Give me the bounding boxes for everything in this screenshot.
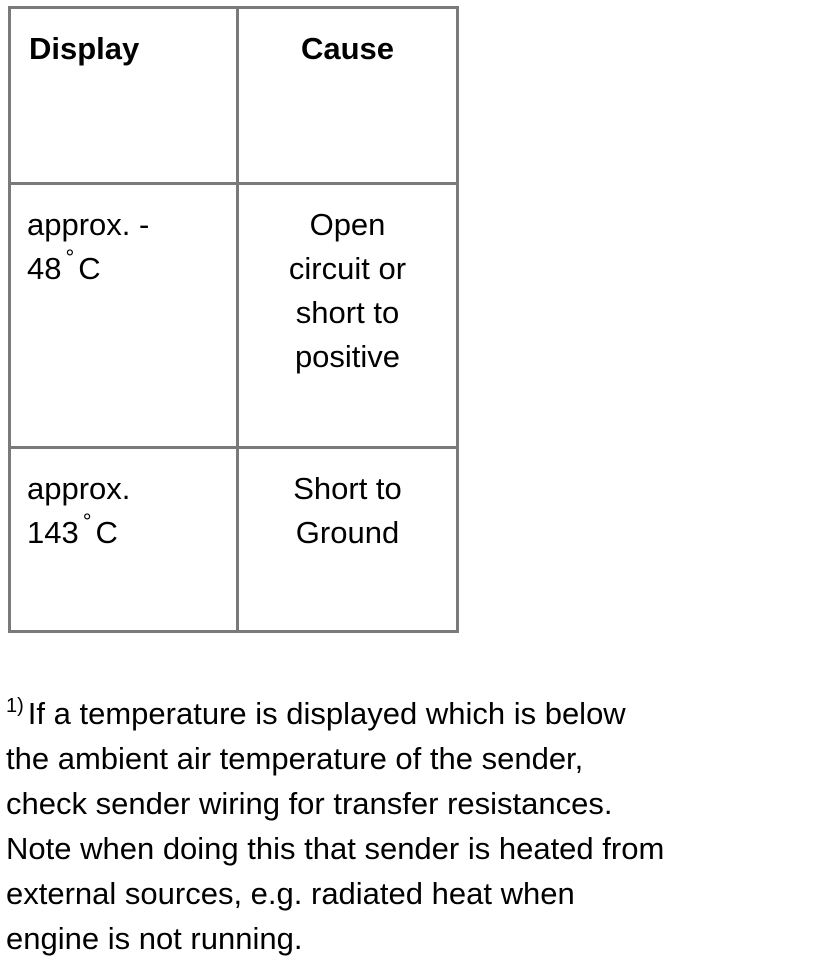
cause-line: short to	[295, 295, 400, 330]
cause-line: Short to	[293, 471, 402, 506]
display-value: 143	[27, 515, 79, 550]
table-row	[10, 184, 458, 448]
display-unit: C	[95, 515, 118, 550]
display-cell	[10, 184, 238, 448]
display-text-line: approx.	[27, 471, 131, 506]
degree-symbol: °	[65, 245, 75, 270]
footnote-line: the ambient air temperature of the sender,	[6, 741, 584, 776]
display-text-line: approx. -	[27, 207, 150, 242]
footnote-line: check sender wiring for transfer resistances.	[6, 786, 613, 821]
footnote-line	[6, 684, 806, 736]
cause-line: Ground	[295, 515, 400, 550]
table-header-row	[10, 8, 458, 184]
footnote-line: external sources, e.g. radiated heat when	[6, 876, 575, 911]
fault-display-table-container	[8, 6, 456, 630]
cause-line: positive	[294, 339, 401, 374]
display-value: 48	[27, 251, 62, 286]
degree-symbol: °	[82, 509, 92, 534]
display-cell	[10, 448, 238, 632]
header-display: Display	[10, 8, 238, 184]
footnote-line: engine is not running.	[6, 921, 303, 956]
display-value-line	[27, 247, 236, 294]
footnote-text: If a temperature is displayed which is below	[27, 696, 626, 731]
table-row	[10, 448, 458, 632]
header-cause: Cause	[238, 8, 458, 184]
footnote	[6, 684, 806, 961]
display-value-line	[27, 511, 236, 558]
footnote-marker: 1)	[6, 695, 24, 717]
fault-display-table	[8, 6, 459, 633]
cause-line: circuit or	[288, 251, 407, 286]
cause-line: Open	[309, 207, 386, 242]
footnote-line: Note when doing this that sender is heated from	[6, 831, 665, 866]
display-unit: C	[78, 251, 101, 286]
cause-cell	[238, 184, 458, 448]
cause-cell	[238, 448, 458, 632]
